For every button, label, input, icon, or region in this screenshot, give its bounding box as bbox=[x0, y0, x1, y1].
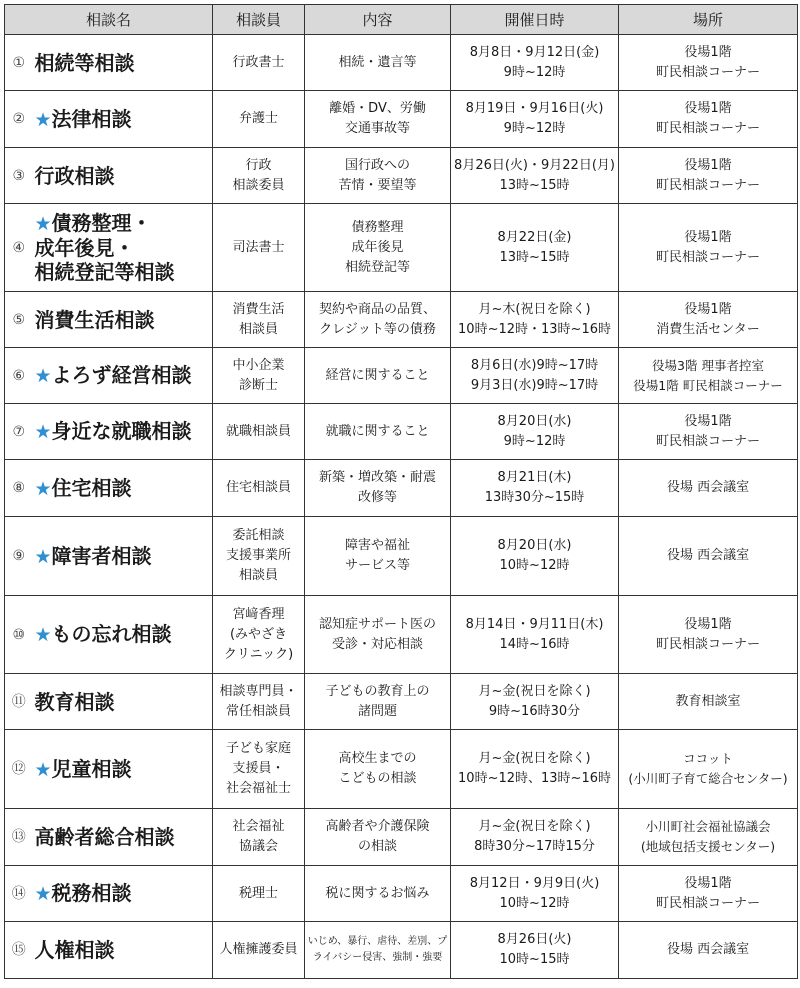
datetime-line: 13時30分~15時 bbox=[484, 490, 585, 505]
header-place: 場所 bbox=[619, 5, 798, 35]
consultant-line: 就職相談員 bbox=[226, 423, 292, 439]
star-icon: ★ bbox=[34, 213, 52, 235]
row-number: ① bbox=[5, 35, 33, 91]
place-line: 町民相談コーナー bbox=[656, 249, 761, 265]
table-row bbox=[5, 674, 798, 730]
datetime-line: 14時~16時 bbox=[499, 636, 570, 652]
place-line: 小川町社会福祉協議会 bbox=[645, 819, 771, 834]
consultation-name-line bbox=[35, 51, 211, 75]
consultation-name-line bbox=[35, 938, 211, 962]
consultation-name-text: もの忘れ相談 bbox=[51, 622, 172, 646]
content bbox=[305, 730, 451, 809]
content-line: ライバシー侵害、強制・強要 bbox=[312, 952, 443, 963]
place-line: ココット bbox=[683, 751, 733, 766]
consultation-name-text: よろず経営相談 bbox=[51, 363, 192, 387]
content-line: 債務整理 bbox=[351, 219, 404, 235]
place-line: (小川町子育て総合センター) bbox=[628, 771, 788, 786]
content bbox=[305, 35, 451, 91]
content-line: こどもの相談 bbox=[338, 771, 417, 786]
datetime-line: 8月22日(金) bbox=[497, 229, 572, 245]
consultation-name bbox=[33, 404, 213, 460]
place-line: 役場3階 理事者控室 bbox=[652, 357, 764, 373]
place bbox=[619, 596, 798, 674]
consultant-line: 協議会 bbox=[239, 839, 279, 854]
table-row bbox=[5, 517, 798, 596]
datetime-line: 月~金(祝日を除く) bbox=[478, 751, 591, 766]
consultant bbox=[213, 460, 305, 517]
consultant-line: 行政 bbox=[245, 157, 272, 173]
content-line: 苦情・要望等 bbox=[338, 177, 417, 193]
consultation-name bbox=[33, 730, 213, 809]
row-number: ② bbox=[5, 91, 33, 148]
consultation-name-line bbox=[35, 757, 211, 782]
table-row bbox=[5, 596, 798, 674]
consultation-name-line bbox=[35, 622, 211, 647]
place-line: 町民相談コーナー bbox=[656, 433, 761, 449]
row-number: ⑧ bbox=[5, 460, 33, 517]
place-line: 町民相談コーナー bbox=[656, 121, 761, 136]
row-number: ⑫ bbox=[5, 730, 33, 809]
datetime bbox=[451, 35, 619, 91]
place bbox=[619, 148, 798, 204]
consultation-name bbox=[33, 809, 213, 866]
consultation-name-line bbox=[35, 164, 211, 188]
consultation-name bbox=[33, 674, 213, 730]
consultation-name-text: 身近な就職相談 bbox=[51, 419, 192, 443]
place-line: 役場 西会議室 bbox=[666, 480, 750, 495]
content-line: 税に関するお悩み bbox=[325, 885, 430, 901]
content-line: 交通事故等 bbox=[345, 121, 411, 136]
header-consultation-name: 相談名 bbox=[5, 5, 213, 35]
table-row bbox=[5, 809, 798, 866]
datetime-line: 10時~12時 bbox=[499, 895, 570, 911]
consultation-name-line bbox=[35, 211, 211, 236]
datetime bbox=[451, 866, 619, 922]
place bbox=[619, 866, 798, 922]
datetime-line: 8月6日(水)9時~17時 bbox=[470, 357, 599, 373]
header-row bbox=[5, 5, 798, 35]
place-line: 役場1階 bbox=[684, 616, 732, 632]
table-row bbox=[5, 866, 798, 922]
content bbox=[305, 292, 451, 348]
consultation-name-text: 高齢者総合相談 bbox=[34, 825, 175, 849]
consultant bbox=[213, 404, 305, 460]
consultant-line: 委託相談 bbox=[232, 528, 285, 543]
datetime bbox=[451, 674, 619, 730]
datetime-line: 9時~16時30分 bbox=[488, 703, 581, 719]
table-row bbox=[5, 348, 798, 404]
content-line: 高校生までの bbox=[338, 751, 417, 766]
star-icon: ★ bbox=[34, 477, 52, 500]
datetime-line: 13時~15時 bbox=[499, 177, 570, 193]
content-line: 成年後見 bbox=[351, 239, 404, 255]
consultation-name-text: 消費生活相談 bbox=[34, 307, 155, 332]
consultant-line: 消費生活 bbox=[232, 301, 285, 317]
consultation-name-text: 成年後見・ bbox=[34, 236, 135, 260]
table-row bbox=[5, 292, 798, 348]
row-number: ⑦ bbox=[5, 404, 33, 460]
content-line: の相談 bbox=[358, 839, 398, 854]
place-line: 役場1階 町民相談コーナー bbox=[633, 377, 783, 393]
consultation-name bbox=[33, 35, 213, 91]
row-number: ⑭ bbox=[5, 866, 33, 922]
consultant bbox=[213, 866, 305, 922]
datetime-line: 8月12日・9月9日(火) bbox=[469, 875, 600, 891]
consultation-name-text: 法律相談 bbox=[51, 106, 132, 131]
content bbox=[305, 204, 451, 292]
row-number: ③ bbox=[5, 148, 33, 204]
content-line: 高齢者や介護保険 bbox=[325, 819, 430, 834]
consultant-line: 支援員・ bbox=[232, 761, 285, 776]
datetime bbox=[451, 292, 619, 348]
place-line: 役場1階 bbox=[684, 229, 732, 245]
consultation-name-line bbox=[35, 363, 211, 388]
content-line: サービス等 bbox=[345, 558, 411, 573]
place bbox=[619, 809, 798, 866]
consultant bbox=[213, 91, 305, 148]
place-line: 町民相談コーナー bbox=[656, 64, 761, 80]
datetime-line: 8月20日(水) bbox=[497, 413, 572, 429]
table-row bbox=[5, 148, 798, 204]
place-line: 消費生活センター bbox=[656, 321, 760, 337]
content-line: 受診・対応相談 bbox=[332, 636, 424, 652]
consultant bbox=[213, 348, 305, 404]
consultant bbox=[213, 922, 305, 979]
consultant bbox=[213, 204, 305, 292]
place bbox=[619, 517, 798, 596]
content bbox=[305, 348, 451, 404]
place-line: 役場 西会議室 bbox=[666, 942, 750, 957]
place-line: 役場 西会議室 bbox=[666, 548, 750, 563]
place-line: 町民相談コーナー bbox=[656, 895, 761, 911]
row-number: ⑤ bbox=[5, 292, 33, 348]
datetime-line: 月~金(祝日を除く) bbox=[478, 819, 591, 834]
content-line: いじめ、暴行、虐待、差別、プ bbox=[307, 936, 448, 947]
consultation-name-line bbox=[35, 236, 211, 260]
consultation-name-text: 児童相談 bbox=[51, 756, 132, 781]
consultation-name-text: 相続登記等相談 bbox=[34, 260, 175, 284]
consultant-line: 人権擁護委員 bbox=[219, 942, 298, 957]
star-icon: ★ bbox=[34, 545, 52, 568]
datetime-line: 8月19日・9月16日(火) bbox=[465, 101, 604, 116]
table-body bbox=[5, 35, 798, 979]
datetime bbox=[451, 404, 619, 460]
datetime-line: 8月26日(火)・9月22日(月) bbox=[454, 157, 615, 173]
consultation-name-line bbox=[35, 107, 211, 132]
content bbox=[305, 922, 451, 979]
datetime-line: 8月20日(水) bbox=[497, 538, 572, 553]
consultation-name-text: 相続等相談 bbox=[34, 50, 135, 75]
consultation-name-text: 債務整理・ bbox=[51, 211, 152, 235]
row-number: ⑬ bbox=[5, 809, 33, 866]
consultant-line: 住宅相談員 bbox=[226, 480, 292, 495]
consultation-name bbox=[33, 922, 213, 979]
table-row bbox=[5, 460, 798, 517]
consultation-name bbox=[33, 596, 213, 674]
consultant-line: 相談員 bbox=[239, 321, 279, 337]
datetime bbox=[451, 204, 619, 292]
datetime-line: 9時~12時 bbox=[503, 64, 566, 80]
consultant-line: 診断士 bbox=[239, 377, 279, 393]
content bbox=[305, 91, 451, 148]
row-number: ⑩ bbox=[5, 596, 33, 674]
consultation-name-text: 障害者相談 bbox=[51, 543, 152, 568]
star-icon: ★ bbox=[34, 421, 52, 443]
star-icon: ★ bbox=[34, 365, 52, 387]
place bbox=[619, 922, 798, 979]
datetime-line: 13時~15時 bbox=[499, 249, 570, 265]
place-line: 役場1階 bbox=[684, 44, 732, 60]
datetime-line: 月~木(祝日を除く) bbox=[478, 301, 591, 317]
content bbox=[305, 460, 451, 517]
consultation-table bbox=[4, 4, 798, 979]
place-line: 町民相談コーナー bbox=[656, 177, 761, 193]
table-row bbox=[5, 730, 798, 809]
consultant bbox=[213, 674, 305, 730]
place-line: 教育相談室 bbox=[675, 693, 741, 709]
row-number: ⑥ bbox=[5, 348, 33, 404]
consultation-name-line bbox=[35, 419, 211, 444]
row-number: ⑮ bbox=[5, 922, 33, 979]
consultation-name bbox=[33, 204, 213, 292]
datetime bbox=[451, 517, 619, 596]
consultant-line: 行政書士 bbox=[232, 54, 285, 70]
content-line: 相続登記等 bbox=[345, 259, 411, 275]
star-icon: ★ bbox=[34, 108, 52, 131]
place-line: 役場1階 bbox=[684, 101, 732, 116]
content bbox=[305, 404, 451, 460]
datetime-line: 8月14日・9月11日(木) bbox=[465, 616, 604, 632]
consultant bbox=[213, 730, 305, 809]
consultant-line: 相談専門員・ bbox=[219, 683, 298, 699]
content-line: 契約や商品の品質、 bbox=[319, 301, 437, 317]
place-line: 役場1階 bbox=[684, 875, 732, 891]
datetime-line: 9時~12時 bbox=[503, 433, 566, 449]
place-line: (地域包括支援センター) bbox=[640, 839, 776, 854]
table-row bbox=[5, 91, 798, 148]
header-datetime: 開催日時 bbox=[451, 5, 619, 35]
content-line: 子どもの教育上の bbox=[325, 683, 430, 699]
datetime-line: 10時~12時、13時~16時 bbox=[458, 771, 611, 786]
row-number: ⑨ bbox=[5, 517, 33, 596]
datetime bbox=[451, 91, 619, 148]
datetime-line: 10時~15時 bbox=[499, 952, 570, 967]
consultant-line: 宮﨑香理 bbox=[232, 606, 285, 622]
datetime-line: 8時30分~17時15分 bbox=[474, 839, 595, 854]
table-row bbox=[5, 204, 798, 292]
consultation-name bbox=[33, 348, 213, 404]
table-row bbox=[5, 404, 798, 460]
datetime bbox=[451, 922, 619, 979]
content-line: 就職に関すること bbox=[325, 423, 430, 439]
content-line: 新築・増改築・耐震 bbox=[319, 470, 437, 485]
content bbox=[305, 148, 451, 204]
place-line: 役場1階 bbox=[684, 413, 732, 429]
place bbox=[619, 730, 798, 809]
datetime-line: 9時~12時 bbox=[503, 121, 566, 136]
place bbox=[619, 204, 798, 292]
consultant-line: 税理士 bbox=[239, 885, 279, 901]
place bbox=[619, 348, 798, 404]
content-line: 離婚・DV、労働 bbox=[329, 101, 426, 116]
consultant-line: 相談員 bbox=[239, 568, 279, 583]
consultant bbox=[213, 517, 305, 596]
place bbox=[619, 35, 798, 91]
consultant-line: 社会福祉 bbox=[232, 819, 285, 834]
consultant-line: 弁護士 bbox=[239, 111, 279, 126]
content-line: 改修等 bbox=[358, 490, 398, 505]
table-row bbox=[5, 922, 798, 979]
consultant-line: 中小企業 bbox=[232, 357, 285, 373]
consultation-name bbox=[33, 866, 213, 922]
consultation-name-line bbox=[35, 881, 211, 906]
row-number: ④ bbox=[5, 204, 33, 292]
consultation-name-text: 住宅相談 bbox=[51, 475, 132, 500]
consultant-line: 子ども家庭 bbox=[226, 741, 292, 756]
consultant-line: 社会福祉士 bbox=[226, 781, 292, 796]
datetime bbox=[451, 460, 619, 517]
consultant bbox=[213, 809, 305, 866]
datetime-line: 8月8日・9月12日(金) bbox=[469, 44, 600, 60]
consultation-name bbox=[33, 91, 213, 148]
place-line: 役場1階 bbox=[684, 301, 732, 317]
consultation-name-line bbox=[35, 260, 211, 284]
consultation-name-line bbox=[35, 690, 211, 714]
datetime-line: 月~金(祝日を除く) bbox=[478, 683, 591, 699]
place-line: 町民相談コーナー bbox=[656, 636, 761, 652]
content bbox=[305, 809, 451, 866]
consultation-name-line bbox=[35, 308, 211, 332]
consultation-name-line bbox=[35, 825, 211, 849]
consultation-name-text: 行政相談 bbox=[34, 163, 115, 188]
consultant-line: クリニック) bbox=[223, 646, 294, 662]
consultation-name bbox=[33, 460, 213, 517]
consultation-name bbox=[33, 148, 213, 204]
consultant-line: 司法書士 bbox=[232, 239, 285, 255]
place bbox=[619, 292, 798, 348]
header-content: 内容 bbox=[305, 5, 451, 35]
datetime-line: 10時~12時 bbox=[499, 558, 570, 573]
datetime-line: 8月26日(火) bbox=[497, 932, 572, 947]
header-consultant: 相談員 bbox=[213, 5, 305, 35]
content-line: 諸問題 bbox=[358, 703, 398, 719]
consultant bbox=[213, 35, 305, 91]
consultant-line: 常任相談員 bbox=[226, 703, 292, 719]
content-line: 認知症サポート医の bbox=[319, 616, 437, 632]
datetime-line: 9月3日(水)9時~17時 bbox=[470, 377, 599, 393]
content-line: クレジット等の債務 bbox=[319, 321, 436, 337]
place bbox=[619, 460, 798, 517]
consultant bbox=[213, 148, 305, 204]
star-icon: ★ bbox=[34, 624, 52, 646]
consultation-name-text: 税務相談 bbox=[51, 881, 132, 905]
consultation-name-line bbox=[35, 544, 211, 569]
content bbox=[305, 517, 451, 596]
place-line: 役場1階 bbox=[684, 157, 732, 173]
row-number: ⑪ bbox=[5, 674, 33, 730]
consultation-name-text: 教育相談 bbox=[34, 689, 115, 714]
datetime bbox=[451, 148, 619, 204]
content-line: 相続・遺言等 bbox=[338, 54, 417, 70]
table-row bbox=[5, 35, 798, 91]
consultant-line: 支援事業所 bbox=[226, 548, 292, 563]
consultation-name-text: 人権相談 bbox=[34, 938, 115, 962]
consultant bbox=[213, 596, 305, 674]
datetime bbox=[451, 348, 619, 404]
consultation-name bbox=[33, 292, 213, 348]
content bbox=[305, 866, 451, 922]
datetime bbox=[451, 596, 619, 674]
consultation-name-line bbox=[35, 476, 211, 501]
content-line: 障害や福祉 bbox=[345, 538, 411, 553]
place bbox=[619, 91, 798, 148]
consultant-line: (みやざき bbox=[229, 626, 288, 642]
content bbox=[305, 674, 451, 730]
content-line: 経営に関すること bbox=[325, 367, 430, 383]
datetime bbox=[451, 809, 619, 866]
content bbox=[305, 596, 451, 674]
datetime bbox=[451, 730, 619, 809]
place bbox=[619, 674, 798, 730]
star-icon: ★ bbox=[34, 883, 52, 905]
datetime-line: 10時~12時・13時~16時 bbox=[458, 321, 611, 337]
star-icon: ★ bbox=[34, 758, 52, 781]
consultation-name bbox=[33, 517, 213, 596]
datetime-line: 8月21日(木) bbox=[497, 470, 572, 485]
place bbox=[619, 404, 798, 460]
content-line: 国行政への bbox=[345, 157, 411, 173]
consultant-line: 相談委員 bbox=[232, 177, 285, 193]
consultant bbox=[213, 292, 305, 348]
